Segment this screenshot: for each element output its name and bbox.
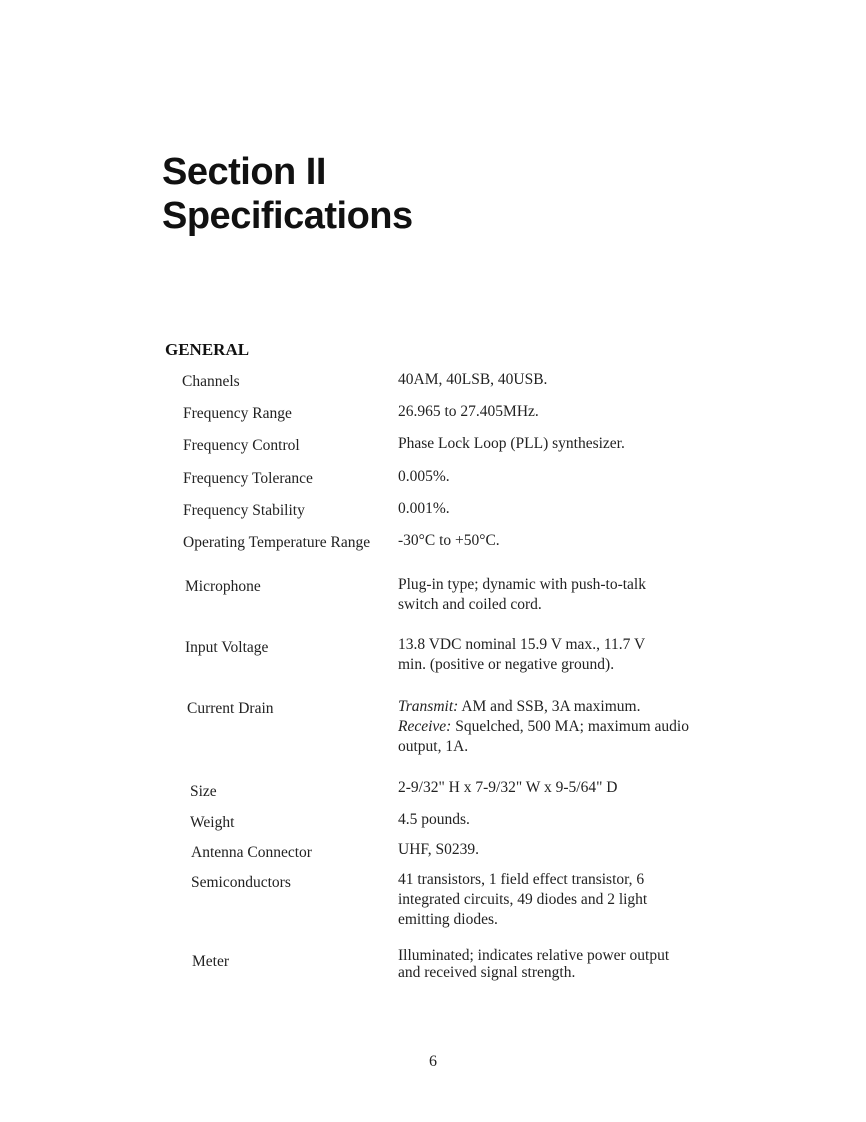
spec-label-channels: Channels	[182, 373, 240, 390]
spec-label-frequency-control: Frequency Control	[183, 437, 300, 454]
spec-value-meter-line: and received signal strength.	[398, 964, 576, 981]
title-line-section: Section II	[162, 151, 326, 193]
page-title	[162, 150, 413, 238]
spec-value-frequency-control: Phase Lock Loop (PLL) synthesizer.	[398, 435, 625, 452]
spec-value-weight: 4.5 pounds.	[398, 811, 470, 828]
spec-value-microphone-line: switch and coiled cord.	[398, 596, 542, 613]
spec-value-size: 2-9/32" H x 7-9/32" W x 9-5/64" D	[398, 779, 618, 796]
spec-value-frequency-tolerance: 0.005%.	[398, 468, 450, 485]
title-line-specifications: Specifications	[162, 195, 413, 237]
transmit-value: AM and SSB, 3A maximum.	[458, 698, 641, 715]
current-drain-transmit-line	[398, 697, 748, 717]
spec-value-semiconductors-line: 41 transistors, 1 field effect transistor, 6	[398, 871, 645, 888]
spec-label-frequency-range: Frequency Range	[183, 405, 292, 422]
transmit-label: Transmit:	[398, 698, 459, 715]
spec-label-microphone: Microphone	[185, 578, 261, 595]
spec-value-operating-temperature: -30°C to +50°C.	[398, 532, 500, 549]
spec-value-semiconductors	[398, 870, 748, 930]
spec-value-semiconductors-line: emitting diodes.	[398, 911, 498, 928]
spec-value-current-drain	[398, 697, 748, 757]
spec-label-semiconductors: Semiconductors	[191, 874, 291, 891]
spec-label-current-drain: Current Drain	[187, 700, 274, 717]
spec-value-frequency-range: 26.965 to 27.405MHz.	[398, 403, 539, 420]
spec-value-frequency-stability: 0.001%.	[398, 500, 450, 517]
spec-value-channels: 40AM, 40LSB, 40USB.	[398, 371, 548, 388]
spec-value-input-voltage	[398, 635, 748, 675]
receive-label: Receive:	[398, 718, 452, 735]
spec-label-meter: Meter	[192, 953, 230, 970]
spec-value-antenna-connector: UHF, S0239.	[398, 841, 480, 858]
spec-label-frequency-stability: Frequency Stability	[183, 502, 305, 519]
section-heading-general: GENERAL	[165, 340, 250, 359]
spec-value-meter	[398, 947, 748, 981]
spec-label-operating-temperature: Operating Temperature Range	[183, 534, 371, 551]
spec-label-input-voltage: Input Voltage	[185, 639, 269, 656]
spec-value-input-voltage-line: min. (positive or negative ground).	[398, 656, 615, 673]
current-drain-receive-line	[398, 717, 748, 737]
page-number: 6	[429, 1053, 437, 1070]
current-drain-output-line: output, 1A.	[398, 738, 469, 755]
receive-value: Squelched, 500 MA; maximum audio	[451, 718, 689, 735]
spec-value-microphone	[398, 575, 748, 615]
spec-value-microphone-line: Plug-in type; dynamic with push-to-talk	[398, 576, 646, 593]
spec-value-input-voltage-line: 13.8 VDC nominal 15.9 V max., 11.7 V	[398, 636, 646, 653]
spec-label-frequency-tolerance: Frequency Tolerance	[183, 470, 313, 487]
spec-label-antenna-connector: Antenna Connector	[191, 844, 312, 861]
spec-label-weight: Weight	[190, 814, 235, 831]
spec-value-meter-line: Illuminated; indicates relative power output	[398, 947, 670, 964]
spec-label-size: Size	[190, 783, 217, 800]
spec-value-semiconductors-line: integrated circuits, 49 diodes and 2 light	[398, 891, 648, 908]
